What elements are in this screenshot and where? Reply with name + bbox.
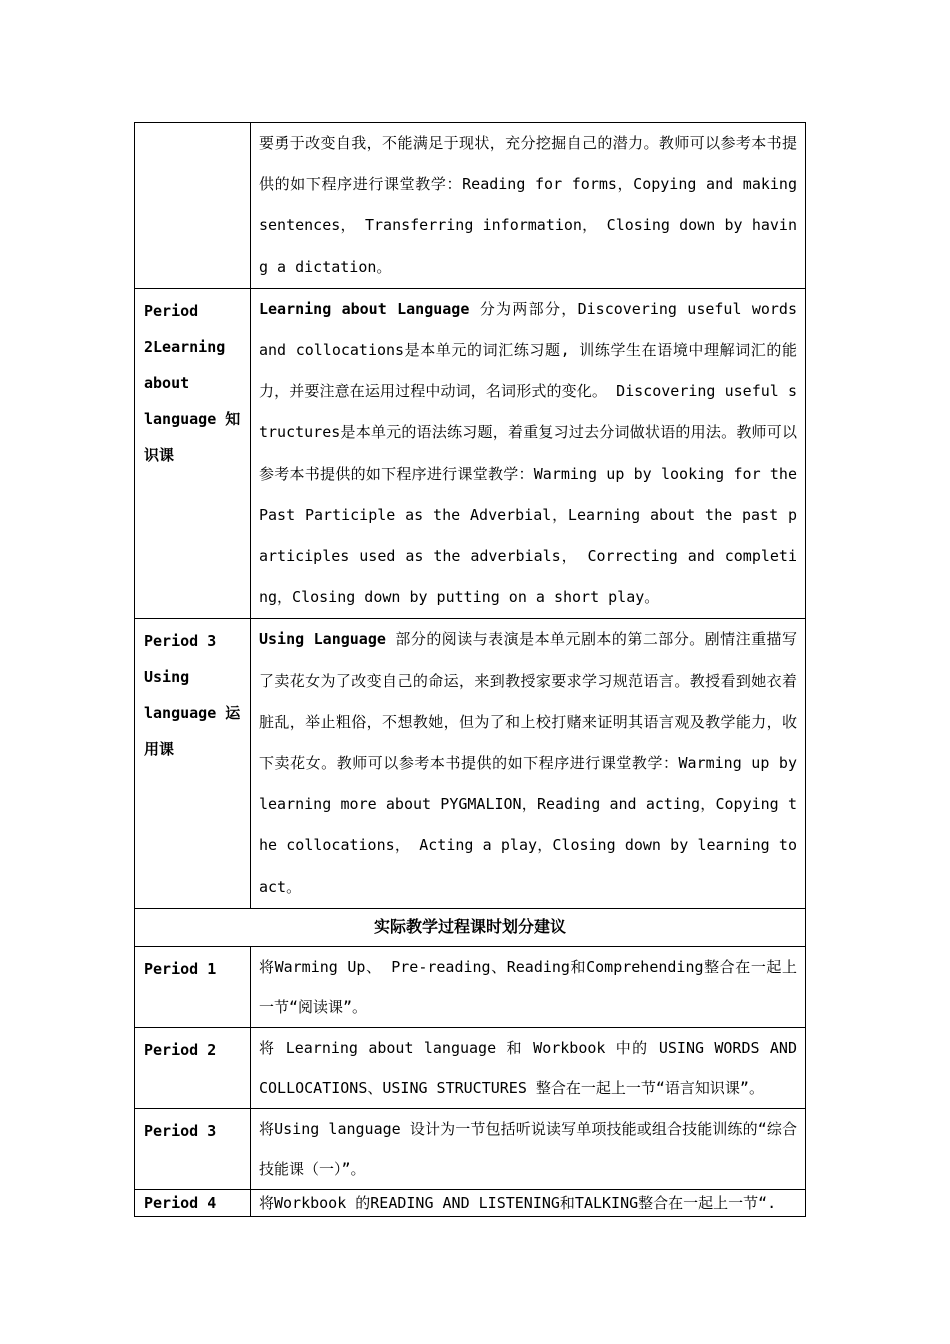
section-header: 实际教学过程课时划分建议 bbox=[373, 917, 566, 937]
description-text: 要勇于改变自我，不能满足于现状，充分挖掘自己的潜力。教师可以参考本书提供的如下程序进行课堂教学：Reading for forms，Copying and making sentences， Transferring information， Closing down by having a dictation。 bbox=[259, 134, 797, 276]
table-row bbox=[135, 1190, 806, 1217]
description-cell bbox=[251, 619, 806, 909]
period-label: Period 2 bbox=[144, 1041, 217, 1060]
period-label-cell bbox=[135, 1109, 251, 1190]
period-plan-text: 将Warming Up、 Pre-reading、Reading和Comprehending整合在一起上一节“阅读课”。 bbox=[259, 958, 797, 1017]
table-row bbox=[135, 619, 806, 909]
period-plan-cell bbox=[251, 1028, 806, 1109]
period-plan-text: 将Workbook 的READING AND LISTENING和TALKING整合在一起上一节“. bbox=[259, 1194, 777, 1213]
period-plan-cell bbox=[251, 1190, 806, 1217]
period-label-cell bbox=[135, 619, 251, 909]
description-body: 部分的阅读与表演是本单元剧本的第二部分。剧情注重描写了卖花女为了改变自己的命运，来到教授家要求学习规范语言。教授看到她衣着脏乱，举止粗俗，不想教她，但为了和上校打赌来证明其语言观及教学能力，收下卖花女。教师可以参考本书提供的如下程序进行课堂教学：Warming up by learning more about PYGMALION，Reading and acting，Copying the collocations， Acting a play，Closing down by learning to act。 bbox=[259, 630, 797, 896]
section-name: Learning about Language bbox=[259, 299, 470, 318]
table-row bbox=[135, 1109, 806, 1190]
description-text bbox=[251, 289, 805, 619]
period-label bbox=[135, 123, 250, 127]
period-label-cell bbox=[135, 947, 251, 1028]
period-label-cell bbox=[135, 1190, 251, 1217]
period-plan-text: 将Using language 设计为一节包括听说读写单项技能或组合技能训练的“综合技能课（一）”。 bbox=[259, 1120, 797, 1179]
period-plan-cell bbox=[251, 1109, 806, 1190]
period-label-cell bbox=[135, 1028, 251, 1109]
table-row bbox=[135, 909, 806, 947]
table-row bbox=[135, 947, 806, 1028]
period-plan-cell bbox=[251, 947, 806, 1028]
description-text bbox=[251, 619, 805, 907]
period-label: Period 3 Using language 运用课 bbox=[144, 632, 241, 759]
period-label: Period 1 bbox=[144, 960, 217, 979]
description-cell bbox=[251, 123, 806, 289]
period-label-cell bbox=[135, 123, 251, 289]
period-label: Period 4 bbox=[144, 1194, 217, 1213]
period-plan-text: 将 Learning about language 和 Workbook 中的 USING WORDS AND COLLOCATIONS、USING STRUCTURES 整合在一起上一节“语言知识课”。 bbox=[259, 1039, 797, 1098]
period-label-cell bbox=[135, 288, 251, 619]
table-row bbox=[135, 1028, 806, 1109]
period-label: Period 2Learning about language 知识课 bbox=[144, 301, 241, 464]
section-name: Using Language bbox=[259, 630, 386, 649]
description-body: 分为两部分，Discovering useful words and collocations是本单元的词汇练习题, 训练学生在语境中理解词汇的能力，并要注意在运用过程中动词，名词形式的变化。 Discovering useful structures是本单元的语法练习题，着重复习过去分词做状语的用法。教师可以参考本书提供的如下程序进行课堂教学：Warming up by looking for the Past Participle as the Adverbial，Learning about the past participles used as the adverbials， Correcting and completing，Closing down by putting on a short play。 bbox=[259, 299, 797, 607]
period-label: Period 3 bbox=[144, 1122, 217, 1141]
lesson-plan-table bbox=[134, 122, 806, 1217]
table-row bbox=[135, 123, 806, 289]
section-header-cell bbox=[135, 909, 806, 947]
description-cell bbox=[251, 288, 806, 619]
table-row bbox=[135, 288, 806, 619]
